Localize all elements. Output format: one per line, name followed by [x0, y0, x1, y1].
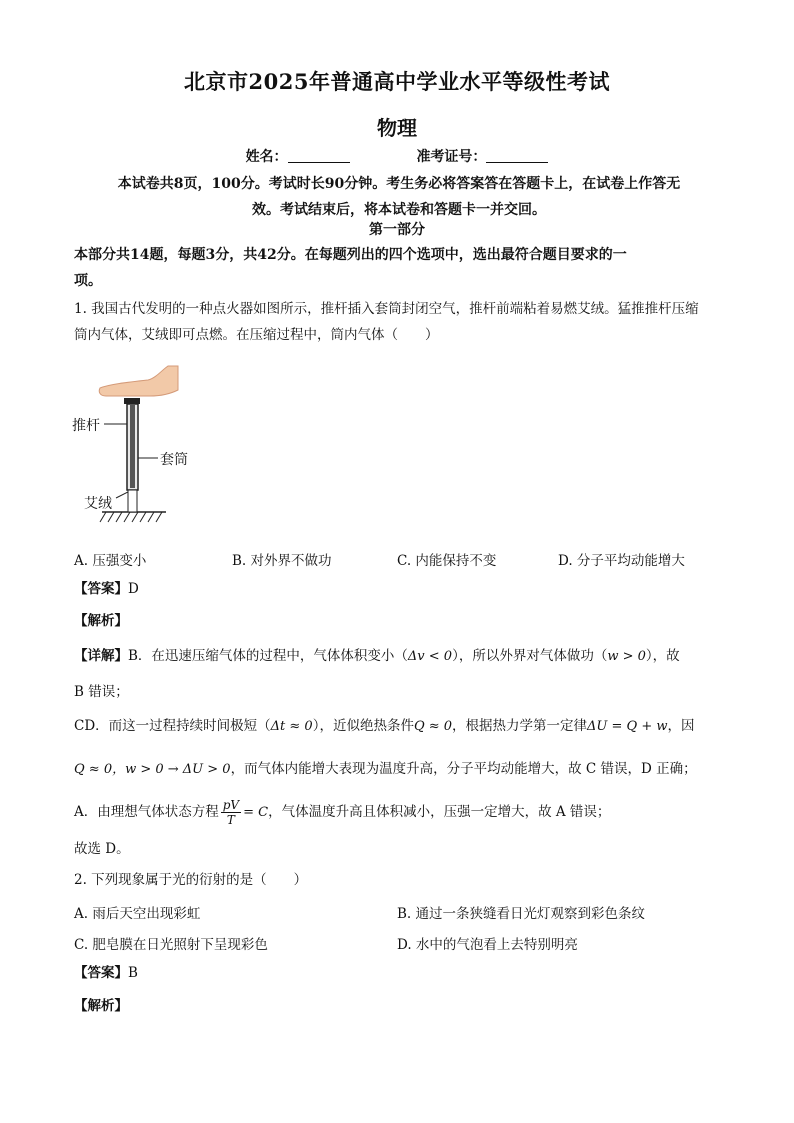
q2-answer-value: B — [128, 965, 138, 981]
q1-option-a[interactable]: A. 压强变小 — [74, 553, 147, 569]
q2-answer — [74, 960, 724, 986]
q1-option-d[interactable]: D. 分子平均动能增大 — [558, 553, 685, 569]
detail-cd-text-2: ），近似绝热条件 — [312, 718, 414, 734]
q1-detail-cd — [74, 713, 724, 740]
q2-option-d[interactable]: D. 水中的气泡看上去特别明亮 — [397, 937, 578, 953]
answer-value: D — [128, 581, 139, 597]
ideal-gas-fraction — [221, 798, 241, 827]
q1-answer — [74, 576, 724, 602]
detail-cd-math-3: ΔU = Q + w — [587, 719, 668, 734]
fraction-numerator: pV — [222, 798, 240, 812]
answer-tag: 【答案】 — [74, 581, 128, 597]
rod-shape — [130, 404, 135, 488]
q2-analysis — [74, 993, 724, 1019]
notice-line-1: 本试卷共8页，100分。考试时长90分钟。考生务必将答案答在答题卡上，在试卷上作答无 — [117, 176, 681, 192]
moxa-label: 艾绒 — [84, 496, 112, 512]
q1-detail-b — [74, 643, 724, 670]
part-one-intro — [74, 242, 724, 294]
detail-tag: 【详解】 — [74, 648, 128, 664]
q2-answer-tag: 【答案】 — [74, 965, 128, 981]
q1-stem-line-1: 1. 我国古代发明的一种点火器如图所示，推杆插入套筒封闭空气，推杆前端粘着易燃艾绒。猛推推杆压缩 — [74, 301, 699, 317]
rod-knob — [124, 398, 140, 404]
detail-cd-math-1: Δt ≈ 0 — [270, 719, 313, 734]
part-intro-line-1: 本部分共14题，每题3分，共42分。在每题列出的四个选项中，选出最符合题目要求的一 — [74, 247, 627, 263]
detail-a-text-2: ，气体温度升高且体积减小，压强一定增大，故 A 错误； — [268, 804, 611, 820]
q2-option-c[interactable]: C. 肥皂膜在日光照射下呈现彩色 — [74, 937, 268, 953]
exam-notice — [74, 171, 724, 223]
q1-conclusion: 故选 D。 — [74, 841, 130, 857]
q1-analysis-tag — [74, 608, 724, 634]
q1-stem — [74, 296, 724, 348]
detail-a-text-1: A．由理想气体状态方程 — [74, 804, 219, 820]
q1-option-c[interactable]: C. 内能保持不变 — [397, 553, 497, 569]
detail-b-text-1: B．在迅速压缩气体的过程中，气体体积变小（ — [128, 648, 408, 664]
detail-cd-text-3: ，根据热力学第一定律 — [452, 718, 588, 734]
fire-piston-figure — [70, 360, 210, 530]
detail-b-text-3: ），故 — [645, 648, 680, 664]
detail-cd-math-5: Q ≈ 0，w > 0 → ΔU > 0 — [74, 762, 231, 777]
rod-label: 推杆 — [72, 418, 100, 434]
q2-option-b[interactable]: B. 通过一条狭缝看日光灯观察到彩色条纹 — [397, 906, 646, 922]
q1-detail-b-end: B 错误； — [74, 684, 129, 700]
name-blank[interactable] — [288, 148, 350, 163]
fraction-denominator: T — [226, 813, 235, 827]
detail-cd-math-2: Q ≈ 0 — [413, 719, 453, 734]
id-label: 准考证号： — [416, 149, 487, 165]
candidate-fields — [0, 146, 794, 166]
id-blank[interactable] — [486, 148, 548, 163]
q2-analysis-tag: 【解析】 — [74, 998, 128, 1014]
q1-detail-cd-cont — [74, 756, 724, 783]
name-label: 姓名： — [245, 149, 288, 165]
detail-cd-text-1: CD．而这一过程持续时间极短（ — [74, 718, 271, 734]
detail-b-math-1: Δv < 0 — [407, 649, 453, 664]
detail-b-math-2: w > 0 — [607, 649, 646, 664]
hand-icon — [99, 366, 178, 396]
notice-line-2: 效。考试结束后，将本试卷和答题卡一并交回。 — [252, 202, 546, 218]
q1-detail-a — [74, 798, 724, 827]
subject-title: 物理 — [377, 116, 417, 140]
tube-label: 套筒 — [160, 452, 188, 468]
q1-option-b[interactable]: B. 对外界不做功 — [232, 553, 332, 569]
detail-cd-text-6: ，而气体内能增大表现为温度升高，分子平均动能增大，故 C 错误，D 正确； — [230, 761, 697, 777]
detail-cd-text-4: ，因 — [667, 718, 695, 734]
part-intro-line-2: 项。 — [74, 273, 102, 289]
exam-title: 北京市2025年普通高中学业水平等级性考试 — [184, 69, 610, 94]
q2-stem: 2. 下列现象属于光的衍射的是（ ） — [74, 872, 308, 888]
part-one-title: 第一部分 — [369, 222, 425, 238]
detail-b-text-2: ），所以外界对气体做功（ — [452, 648, 608, 664]
q2-option-a[interactable]: A. 雨后天空出现彩虹 — [74, 906, 201, 922]
detail-a-math-rhs: = C — [243, 805, 269, 820]
analysis-tag: 【解析】 — [74, 613, 128, 629]
q1-stem-line-2: 筒内气体，艾绒即可点燃。在压缩过程中，筒内气体（ ） — [74, 327, 439, 343]
